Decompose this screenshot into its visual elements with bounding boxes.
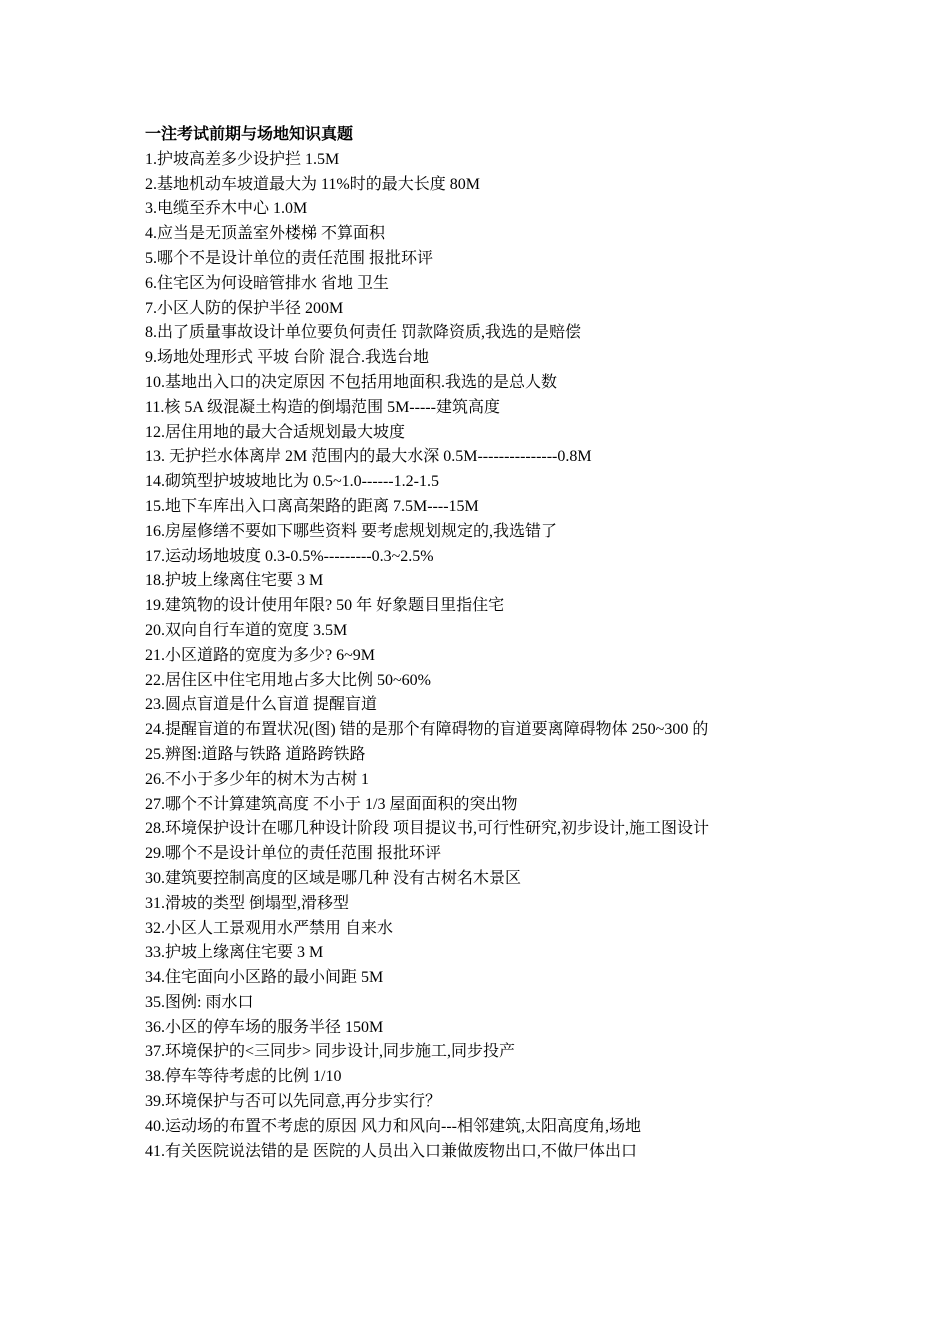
question-item: 13. 无护拦水体离岸 2M 范围内的最大水深 0.5M---------------0.8M: [145, 448, 592, 466]
question-item: 30.建筑要控制高度的区域是哪几种 没有古树名木景区: [145, 869, 522, 887]
question-item: 4.应当是无顶盖室外楼梯 不算面积: [145, 225, 386, 243]
question-item: 29.哪个不是设计单位的责任范围 报批环评: [145, 845, 442, 863]
question-item: 18.护坡上缘离住宅要 3 M: [145, 572, 324, 590]
question-item: 5.哪个不是设计单位的责任范围 报批环评: [145, 249, 434, 267]
question-item: 31.滑坡的类型 倒塌型,滑移型: [145, 894, 350, 912]
question-item: 27.哪个不计算建筑高度 不小于 1/3 屋面面积的突出物: [145, 795, 518, 813]
question-item: 21.小区道路的宽度为多少? 6~9M: [145, 646, 375, 664]
question-item: 11.核 5A 级混凝土构造的倒塌范围 5M-----建筑高度: [145, 398, 500, 416]
question-item: 33.护坡上缘离住宅要 3 M: [145, 944, 324, 962]
question-item: 8.出了质量事故设计单位要负何责任 罚款降资质,我选的是赔偿: [145, 324, 582, 342]
question-item: 34.住宅面向小区路的最小间距 5M: [145, 969, 384, 987]
question-item: 9.场地处理形式 平坡 台阶 混合.我选台地: [145, 349, 430, 367]
question-item: 37.环境保护的<三同步> 同步设计,同步施工,同步投产: [145, 1043, 516, 1061]
question-item: 1.护坡高差多少设护拦 1.5M: [145, 150, 340, 168]
question-item: 2.基地机动车坡道最大为 11%时的最大长度 80M: [145, 175, 480, 193]
question-item: 24.提醒盲道的布置状况(图) 错的是那个有障碍物的盲道要离障碍物体 250~300 的: [145, 721, 709, 739]
question-item: 15.地下车库出入口离高架路的距离 7.5M----15M: [145, 497, 479, 515]
question-item: 23.圆点盲道是什么盲道 提醒盲道: [145, 696, 378, 714]
question-item: 26.不小于多少年的树木为古树 1: [145, 770, 370, 788]
question-item: 6.住宅区为何设暗管排水 省地 卫生: [145, 274, 390, 292]
question-item: 28.环境保护设计在哪几种设计阶段 项目提议书,可行性研究,初步设计,施工图设计: [145, 820, 710, 838]
question-list: [145, 148, 810, 1165]
document-page: [145, 123, 810, 1164]
question-item: 32.小区人工景观用水严禁用 自来水: [145, 919, 394, 937]
question-item: 7.小区人防的保护半径 200M: [145, 299, 344, 317]
question-item: 39.环境保护与否可以先同意,再分步实行？: [145, 1093, 442, 1111]
question-item: 35.图例: 雨水口: [145, 993, 254, 1011]
question-item: 19.建筑物的设计使用年限? 50 年 好象题目里指住宅: [145, 597, 505, 615]
document-title: 一注考试前期与场地知识真题: [145, 126, 354, 143]
question-item: 12.居住用地的最大合适规划最大坡度: [145, 423, 406, 441]
question-item: 40.运动场的布置不考虑的原因 风力和风向---相邻建筑,太阳高度角,场地: [145, 1117, 641, 1135]
question-item: 3.电缆至乔木中心 1.0M: [145, 200, 308, 218]
question-item: 14.砌筑型护坡坡地比为 0.5~1.0------1.2-1.5: [145, 473, 439, 491]
question-item: 22.居住区中住宅用地占多大比例 50~60%: [145, 671, 431, 689]
question-item: 41.有关医院说法错的是 医院的人员出入口兼做废物出口,不做尸体出口: [145, 1142, 638, 1160]
question-item: 36.小区的停车场的服务半径 150M: [145, 1018, 384, 1036]
question-item: 25.辨图:道路与铁路 道路跨铁路: [145, 745, 366, 763]
question-item: 10.基地出入口的决定原因 不包括用地面积.我选的是总人数: [145, 373, 558, 391]
question-item: 16.房屋修缮不要如下哪些资料 要考虑规划规定的,我选错了: [145, 522, 558, 540]
question-item: 38.停车等待考虑的比例 1/10: [145, 1068, 342, 1086]
question-item: 20.双向自行车道的宽度 3.5M: [145, 621, 348, 639]
question-item: 17.运动场地坡度 0.3-0.5%---------0.3~2.5%: [145, 547, 434, 565]
